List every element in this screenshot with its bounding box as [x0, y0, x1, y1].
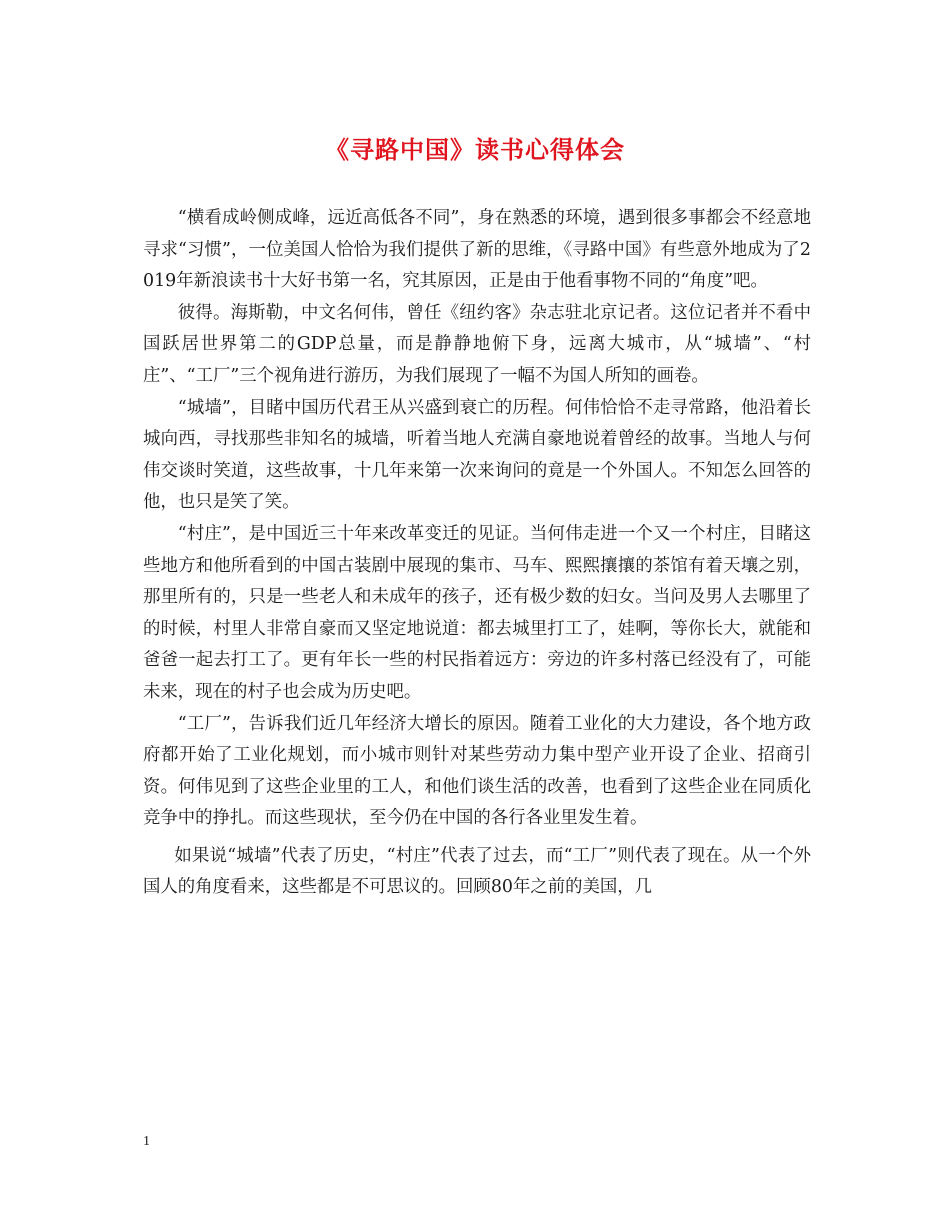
paragraph-factory: “工厂”，告诉我们近几年经济大增长的原因。随着工业化的大力建设，各个地方政府都开始了工业化规划，而小城市则针对某些劳动力集中型产业开设了企业、招商引资。何伟见到了这些企业里的工人，和他们谈生活的改善，也看到了这些企业在同质化竞争中的挣扎。而这些现状，至今仍在中国的各行各业里发生着。 [143, 713, 811, 829]
paragraph-intro: “横看成岭侧成峰，远近高低各不同”，身在熟悉的环境，遇到很多事都会不经意地寻求“习惯”，一位美国人恰恰为我们提供了新的思维，《寻路中国》有些意外地成为了2019年新浪读书十大好书第一名，究其原因，正是由于他看事物不同的“角度”吧。 [143, 208, 811, 292]
document-body [143, 203, 811, 904]
page-number: 1 [143, 1134, 150, 1149]
paragraph-city-wall: “城墙”，目睹中国历代君王从兴盛到衰亡的历程。何伟恰恰不走寻常路，他沿着长城向西，寻找那些非知名的城墙，听着当地人充满自豪地说着曾经的故事。当地人与何伟交谈时笑道，这些故事，十几年来第一次来询问的竟是一个外国人。不知怎么回答的他，也只是笑了笑。 [143, 397, 811, 513]
paragraph-village: “村庄”，是中国近三十年来改革变迁的见证。当何伟走进一个又一个村庄，目睹这些地方和他所看到的中国古装剧中展现的集市、马车、熙熙攘攘的茶馆有着天壤之别，那里所有的，只是一些老人和未成年的孩子，还有极少数的妇女。当问及男人去哪里了的时候，村里人非常自豪而又坚定地说道：都去城里打工了，娃啊，等你长大，就能和爸爸一起去打工了。更有年长一些的村民指着远方：旁边的许多村落已经没有了，可能未来，现在的村子也会成为历史吧。 [143, 523, 811, 702]
paragraph-conclusion: 如果说“城墙”代表了历史，“村庄”代表了过去，而“工厂”则代表了现在。从一个外国人的角度看来，这些都是不可思议的。回顾80年之前的美国，几 [143, 845, 811, 898]
paragraph-author: 彼得。海斯勒，中文名何伟，曾任《纽约客》杂志驻北京记者。这位记者并不看中国跃居世界第二的GDP总量，而是静静地俯下身，远离大城市，从“城墙”、“村庄”、“工厂”三个视角进行游历，为我们展现了一幅不为国人所知的画卷。 [143, 302, 811, 386]
document-title: 《寻路中国》读书心得体会 [325, 135, 625, 164]
